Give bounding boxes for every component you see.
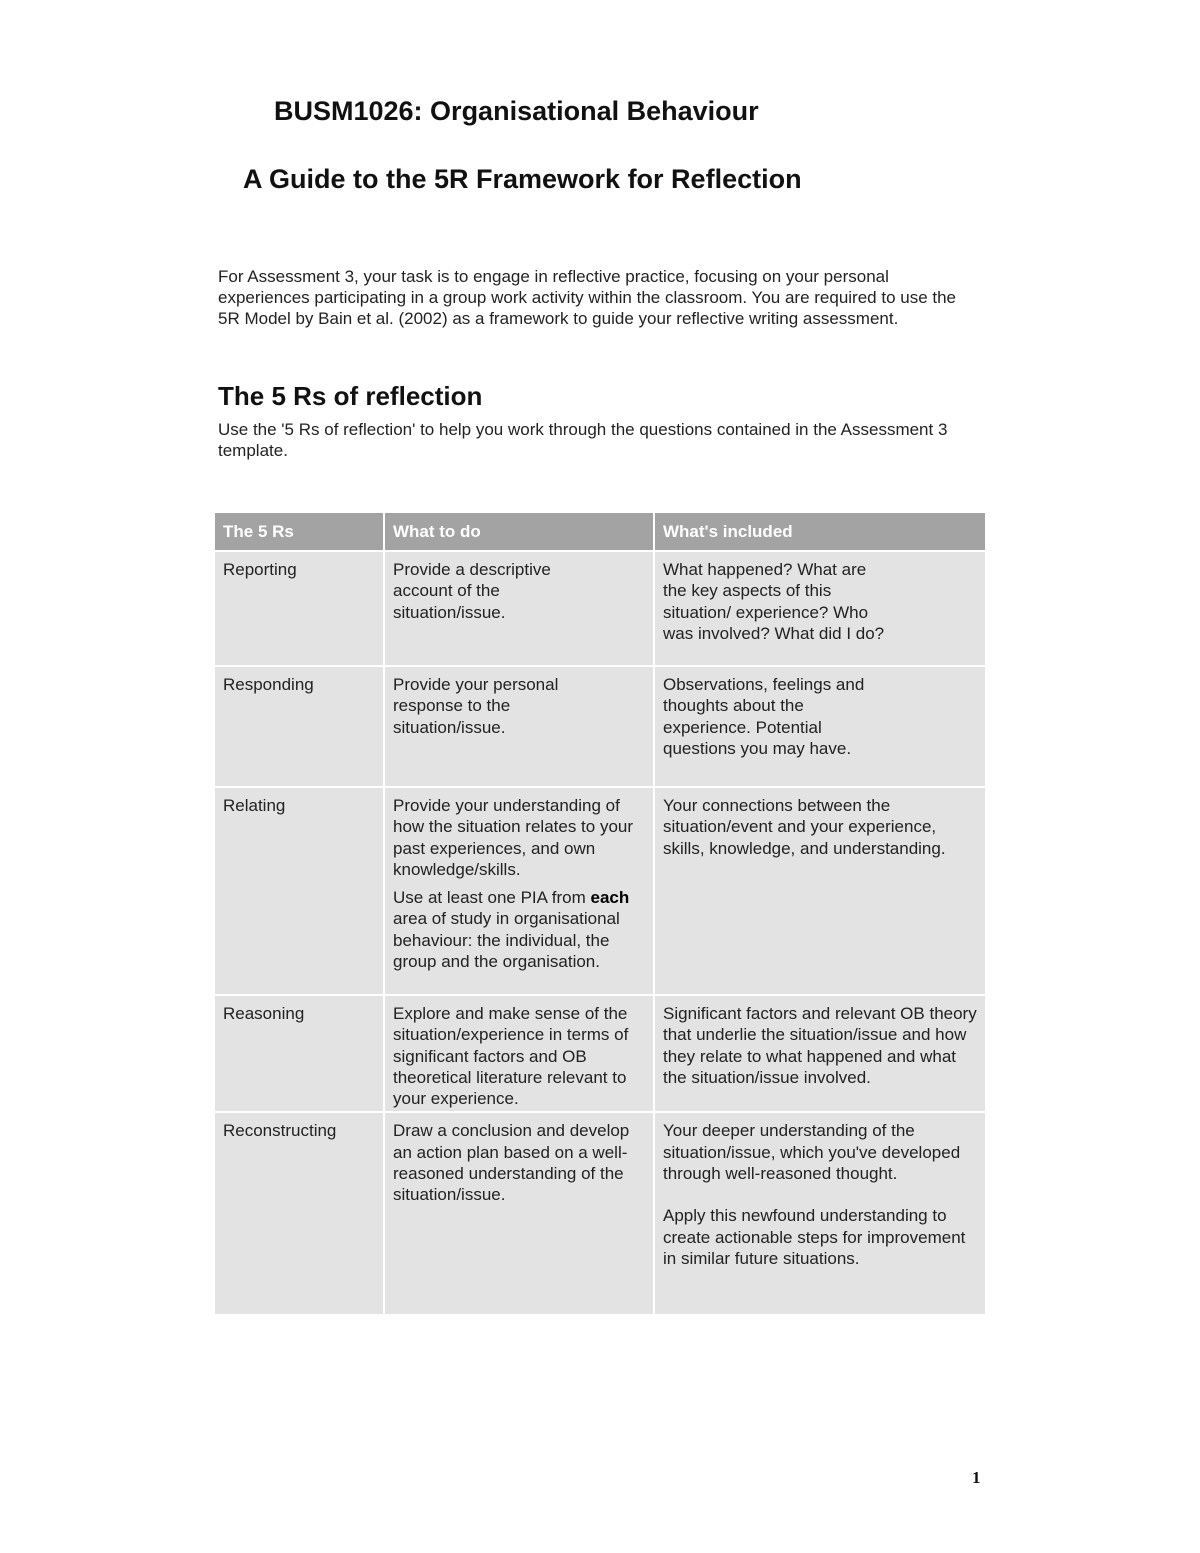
row-what-to-do: Explore and make sense of the situation/experience in terms of significant factors and OB theoretical literature relevant to your experience. bbox=[384, 995, 654, 1112]
header-the-5-rs: The 5 Rs bbox=[214, 512, 384, 551]
row-included: Observations, feelings and thoughts about the experience. Potential questions you may have. bbox=[654, 666, 986, 787]
header-what-to-do: What to do bbox=[384, 512, 654, 551]
table-row-reporting bbox=[214, 551, 986, 666]
page-number: 1 bbox=[972, 1468, 981, 1487]
course-title: BUSM1026: Organisational Behaviour bbox=[274, 96, 759, 126]
guide-title: A Guide to the 5R Framework for Reflection bbox=[243, 164, 802, 194]
row-name: Reporting bbox=[214, 551, 384, 666]
five-rs-table bbox=[213, 511, 987, 1316]
row-name: Reconstructing bbox=[214, 1112, 384, 1315]
row-what-to-do: Provide a descriptive account of the situation/issue. bbox=[384, 551, 654, 666]
row-what-to-do: Provide your understanding of how the situation relates to your past experiences, and own knowledge/skills. Use at least one PIA from each area of study in organisational behaviour: the individual, the group and the organisation. bbox=[384, 787, 654, 995]
row-included: Your deeper understanding of the situation/issue, which you've developed through well-reasoned thought. Apply this newfound understanding to create actionable steps for improvement in similar future situations. bbox=[654, 1112, 986, 1315]
table-row-reasoning bbox=[214, 995, 986, 1112]
table-row-responding bbox=[214, 666, 986, 787]
row-name: Relating bbox=[214, 787, 384, 995]
section-heading: The 5 Rs of reflection bbox=[218, 381, 483, 411]
row-included: Your connections between the situation/event and your experience, skills, knowledge, and understanding. bbox=[654, 787, 986, 995]
table-row-relating bbox=[214, 787, 986, 995]
header-whats-included: What's included bbox=[654, 512, 986, 551]
table-header-row bbox=[214, 512, 986, 551]
row-included: What happened? What are the key aspects of this situation/ experience? Who was involved? What did I do? bbox=[654, 551, 986, 666]
table-row-reconstructing bbox=[214, 1112, 986, 1315]
row-what-to-do: Provide your personal response to the situation/issue. bbox=[384, 666, 654, 787]
section-description: Use the '5 Rs of reflection' to help you work through the questions contained in the Assessment 3 template. bbox=[218, 420, 948, 460]
intro-paragraph: For Assessment 3, your task is to engage in reflective practice, focusing on your personal experiences participating in a group work activity within the classroom. You are required to use the 5R Model by Bain et al. (2002) as a framework to guide your reflective writing assessment. bbox=[218, 267, 957, 328]
row-what-to-do: Draw a conclusion and develop an action plan based on a well-reasoned understanding of the situation/issue. bbox=[384, 1112, 654, 1315]
row-included: Significant factors and relevant OB theory that underlie the situation/issue and how they relate to what happened and what the situation/issue involved. bbox=[654, 995, 986, 1112]
row-name: Reasoning bbox=[214, 995, 384, 1112]
row-name: Responding bbox=[214, 666, 384, 787]
